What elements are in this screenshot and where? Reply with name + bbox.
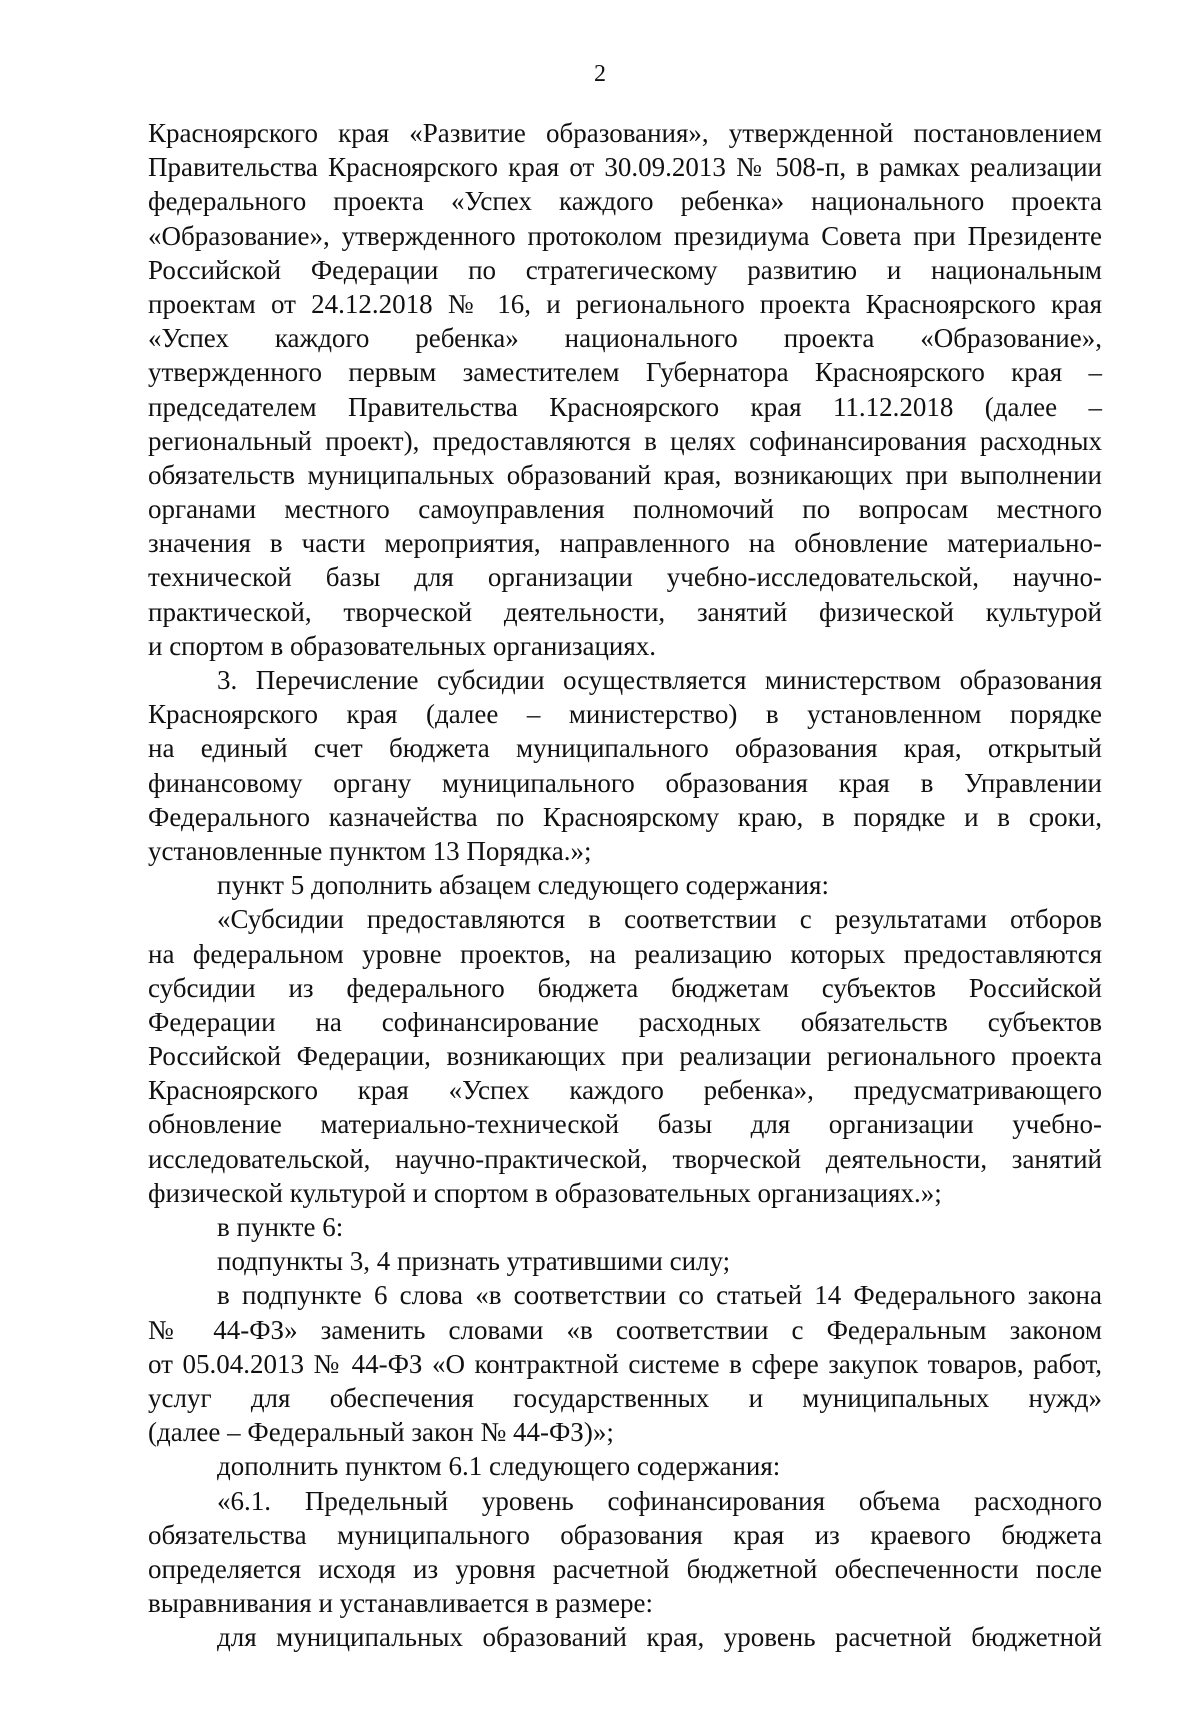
text-line: обязательства муниципального образования края из краевого бюджета <box>148 1519 1102 1550</box>
text-line: «Образование», утвержденного протоколом президиума Совета при Президенте <box>148 220 1102 251</box>
text-line: физической культурой и спортом в образовательных организациях.»; <box>148 1177 942 1208</box>
text-line: «6.1. Предельный уровень софинансирования объема расходного <box>217 1485 1102 1516</box>
text-line: в пункте 6: <box>217 1212 344 1242</box>
text-line: установленные пунктом 13 Порядка.»; <box>148 835 592 866</box>
page-number: 2 <box>594 61 606 87</box>
text-line: Российской Федерации по стратегическому развитию и национальным <box>148 254 1102 285</box>
text-line: «Субсидии предоставляются в соответствии с результатами отборов <box>217 904 1102 935</box>
text-line: и спортом в образовательных организациях. <box>148 630 657 661</box>
text-line: Российской Федерации, возникающих при реализации регионального проекта <box>148 1041 1102 1072</box>
text-line: обязательств муниципальных образований края, возникающих при выполнении <box>148 459 1102 490</box>
text-line: подпункты 3, 4 признать утратившими силу; <box>217 1246 731 1277</box>
text-line: региональный проект), предоставляются в целях софинансирования расходных <box>148 425 1102 456</box>
text-line: утвержденного первым заместителем Губернатора Красноярского края – <box>148 357 1102 388</box>
text-line: органами местного самоуправления полномочий по вопросам местного <box>148 494 1102 525</box>
text-line: (далее – Федеральный закон № 44-ФЗ)»; <box>148 1417 614 1448</box>
text-line: обновление материально-технической базы для организации учебно- <box>148 1109 1102 1140</box>
text-line: практической, творческой деятельности, занятий физической культурой <box>148 596 1102 627</box>
text-line: для муниципальных образований края, уровень расчетной бюджетной <box>217 1622 1102 1653</box>
text-line: председателем Правительства Красноярского края 11.12.2018 (далее – <box>148 391 1102 422</box>
text-line: Красноярского края (далее – министерство) в установленном порядке <box>148 699 1102 730</box>
text-line: пункт 5 дополнить абзацем следующего содержания: <box>217 870 829 901</box>
text-line: Красноярского края «Успех каждого ребенка», предусматривающего <box>148 1075 1102 1106</box>
text-line: финансовому органу муниципального образования края в Управлении <box>148 767 1102 798</box>
text-line: технической базы для организации учебно-исследовательской, научно- <box>148 562 1102 593</box>
text-line: на федеральном уровне проектов, на реализацию которых предоставляются <box>148 938 1102 969</box>
text-line: № 44-ФЗ» заменить словами «в соответствии с Федеральным законом <box>148 1314 1102 1345</box>
text-line: субсидии из федерального бюджета бюджетам субъектов Российской <box>148 972 1102 1003</box>
text-line: федерального проекта «Успех каждого ребенка» национального проекта <box>148 186 1102 217</box>
text-line: Правительства Красноярского края от 30.09.2013 № 508-п, в рамках реализации <box>148 152 1102 183</box>
text-line: выравнивания и устанавливается в размере: <box>148 1588 653 1619</box>
text-line: проектам от 24.12.2018 № 16, и регионального проекта Красноярского края <box>148 288 1102 319</box>
text-line: на единый счет бюджета муниципального образования края, открытый <box>148 733 1102 764</box>
text-line: услуг для обеспечения государственных и муниципальных нужд» <box>148 1382 1102 1413</box>
text-line: определяется исходя из уровня расчетной бюджетной обеспеченности после <box>148 1553 1102 1584</box>
text-line: в подпункте 6 слова «в соответствии со статьей 14 Федерального закона <box>217 1280 1102 1311</box>
text-line: Федерации на софинансирование расходных обязательств субъектов <box>148 1006 1102 1037</box>
document-body <box>148 116 1102 1654</box>
text-line: Федерального казначейства по Красноярскому краю, в порядке и в сроки, <box>148 801 1102 832</box>
text-line: дополнить пунктом 6.1 следующего содержания: <box>217 1451 781 1482</box>
text-line: значения в части мероприятия, направленного на обновление материально- <box>148 528 1102 559</box>
text-line: «Успех каждого ребенка» национального проекта «Образование», <box>148 323 1102 354</box>
text-line: исследовательской, научно-практической, творческой деятельности, занятий <box>148 1143 1102 1174</box>
text-line: Красноярского края «Развитие образования», утвержденной постановлением <box>148 118 1102 148</box>
text-line: 3. Перечисление субсидии осуществляется министерством образования <box>217 665 1102 695</box>
text-line: от 05.04.2013 № 44-ФЗ «О контрактной системе в сфере закупок товаров, работ, <box>148 1348 1102 1379</box>
